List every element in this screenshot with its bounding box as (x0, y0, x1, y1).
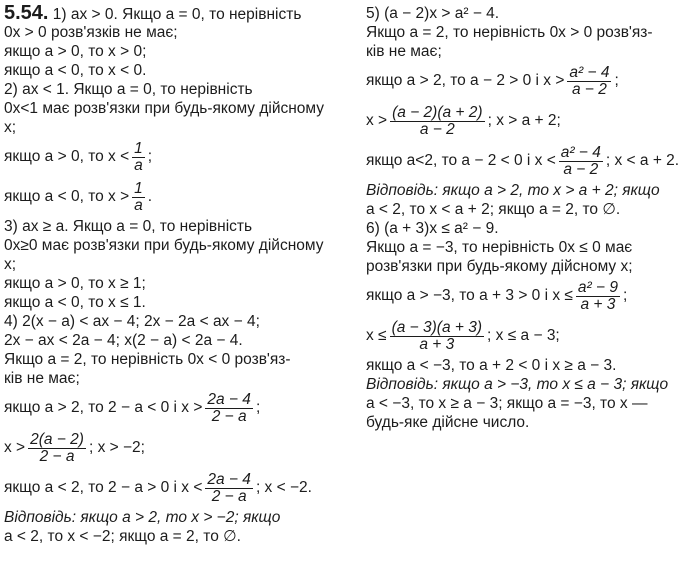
numerator: 2(a − 2) (30, 430, 84, 448)
numerator: 2a − 4 (207, 470, 251, 488)
formula-prefix: якщо a > 0, то x < (4, 148, 130, 165)
text-line: якщо a < 0, то x < 0. (4, 62, 147, 79)
formula-line (366, 316, 686, 356)
formula-line (366, 61, 686, 101)
fraction (205, 472, 253, 505)
text-line: 3) ax ≥ a. Якщо a = 0, то нерівність (4, 218, 253, 235)
formula-prefix: якщо a<2, то a − 2 < 0 і x < (366, 152, 556, 169)
formula-prefix: x ≤ (366, 327, 387, 344)
formula-suffix: ; (147, 148, 153, 165)
denominator: 2 − a (211, 487, 247, 505)
formula-prefix: якщо a > −3, то a + 3 > 0 і x ≤ (366, 287, 573, 304)
problem-header (4, 4, 354, 23)
numerator: 2a − 4 (207, 390, 251, 408)
text-line: ків не має; (4, 370, 80, 387)
text-line: якщо a < −3, то a + 2 < 0 і x ≥ a − 3. (366, 357, 617, 374)
formula-prefix: якщо a > 2, то a − 2 > 0 і x > (366, 72, 565, 89)
fraction (28, 432, 86, 465)
text-line: якщо a > 0, то x ≥ 1; (4, 275, 146, 292)
answer-line: будь-яке дійсне число. (366, 414, 530, 431)
problem-number: 5.54. (4, 2, 49, 24)
text-line: якщо a < 0, то x ≤ 1. (4, 294, 146, 311)
formula-prefix: якщо a < 2, то 2 − a > 0 і x < (4, 479, 203, 496)
formula-line (4, 428, 354, 468)
formula-prefix: x > (4, 439, 26, 456)
text-line: 2x − ax < 2a − 4; x(2 − a) < 2a − 4. (4, 332, 243, 349)
fraction (132, 141, 145, 174)
formula-suffix: . (147, 188, 153, 205)
formula-suffix: ; x ≤ a − 3; (487, 327, 560, 344)
denominator: a + 3 (580, 295, 616, 313)
text-line: розв'язки при будь-якому дійсному x; (366, 258, 633, 275)
denominator: a (134, 156, 143, 174)
numerator: 1 (134, 139, 143, 157)
answer-line: Відповідь: якщо a > 2, то x > a + 2; якщо (366, 182, 660, 199)
denominator: a (134, 196, 143, 214)
right-column (366, 4, 686, 432)
denominator: a − 2 (563, 160, 599, 178)
numerator: (a − 2)(a + 2) (392, 103, 483, 121)
formula-suffix: ; (623, 287, 628, 304)
formula-line (4, 468, 354, 508)
formula-suffix: ; (614, 72, 619, 89)
text-line: 0x≥0 має розв'язки при будь-якому дійсному (4, 237, 324, 254)
denominator: a − 2 (571, 80, 607, 98)
fraction (567, 65, 611, 98)
text-line: Якщо a = −3, то нерівність 0x ≤ 0 має (366, 239, 633, 256)
formula-line (366, 276, 686, 316)
text-line: Якщо a = 2, то нерівність 0x < 0 розв'яз- (4, 351, 291, 368)
numerator: 1 (134, 179, 143, 197)
formula-suffix: ; (255, 399, 261, 416)
formula-line (4, 388, 354, 428)
answer-line: a < 2, то x < a + 2; якщо a = 2, то ∅. (366, 201, 621, 218)
numerator: (a − 3)(a + 3) (391, 318, 483, 336)
formula-suffix: ; x > −2; (88, 439, 145, 456)
formula-line (4, 177, 354, 217)
fraction (390, 320, 484, 353)
formula-suffix: ; x > a + 2; (487, 112, 561, 129)
text-line: 0x > 0 розв'язків не має; (4, 24, 178, 41)
denominator: a − 2 (419, 120, 455, 138)
numerator: a² − 9 (577, 278, 618, 296)
text-line: ків не має; (366, 43, 442, 60)
left-column (4, 4, 354, 546)
formula-prefix: x > (366, 112, 388, 129)
answer-line: Відповідь: якщо a > −3, то x ≤ a − 3; якщо (366, 376, 669, 393)
text-line: 0x<1 має розв'язки при будь-якому дійсному (4, 100, 324, 117)
text-line: 2) ax < 1. Якщо a = 0, то нерівність (4, 81, 253, 98)
fraction (576, 280, 620, 313)
text-line: 1) ax > 0. Якщо a = 0, то нерівність (48, 6, 302, 23)
text-line: якщо a > 0, то x > 0; (4, 43, 147, 60)
denominator: 2 − a (211, 407, 247, 425)
text-line: 6) (a + 3)x ≤ a² − 9. (366, 220, 499, 237)
formula-suffix: ; x < −2. (255, 479, 312, 496)
answer-line: a < 2, то x < −2; якщо a = 2, то ∅. (4, 528, 241, 545)
fraction (390, 105, 484, 138)
fraction (132, 181, 145, 214)
numerator: a² − 4 (560, 143, 601, 161)
formula-prefix: якщо a < 0, то x > (4, 188, 130, 205)
text-line: x; (4, 119, 17, 136)
numerator: a² − 4 (569, 63, 610, 81)
denominator: 2 − a (39, 447, 75, 465)
fraction (205, 392, 253, 425)
text-line: Якщо a = 2, то нерівність 0x > 0 розв'яз- (366, 24, 653, 41)
formula-prefix: якщо a > 2, то 2 − a < 0 і x > (4, 399, 203, 416)
text-line: 5) (a − 2)x > a² − 4. (366, 5, 500, 22)
formula-line (366, 101, 686, 141)
fraction (559, 145, 603, 178)
answer-line: Відповідь: якщо a > 2, то x > −2; якщо (4, 509, 281, 526)
text-line: x; (4, 256, 17, 273)
answer-line: a < −3, то x ≥ a − 3; якщо a = −3, то x — (366, 395, 648, 412)
formula-line (4, 137, 354, 177)
denominator: a + 3 (419, 335, 455, 353)
text-line: 4) 2(x − a) < ax − 4; 2x − 2a < ax − 4; (4, 313, 260, 330)
formula-suffix: ; x < a + 2. (605, 152, 680, 169)
formula-line (366, 141, 686, 181)
